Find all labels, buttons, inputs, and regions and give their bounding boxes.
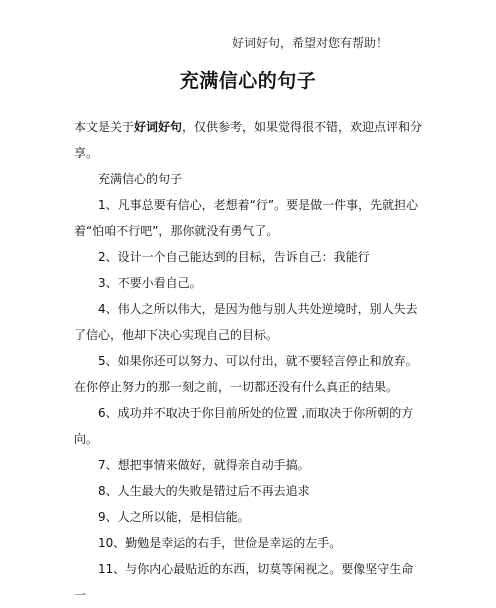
section-heading: 充满信心的句子 bbox=[98, 172, 183, 186]
list-item: 3、不要小看自己。 bbox=[98, 276, 202, 290]
list-item: 1、凡事总要有信心，老想着“行”。要是做一件事，先就担心着“怕咱不行吧”，那你就没有勇气了。 bbox=[74, 198, 419, 238]
page-title: 充满信心的句子 bbox=[179, 70, 317, 92]
document-body bbox=[74, 114, 424, 608]
list-item: 6、成功并不取决于你目前所处的位置 ,而取决于你所朝的方向。 bbox=[74, 406, 414, 446]
intro-prefix: 本文是关于 bbox=[74, 120, 135, 134]
list-item: 7、想把事情来做好，就得亲自动手搞。 bbox=[98, 458, 310, 472]
list-item: 11、与你内心最贴近的东西，切莫等闲视之。要像坚守生命一 bbox=[74, 562, 414, 602]
list-item: 4、伟人之所以伟大，是因为他与别人共处逆境时，别人失去了信心，他却下决心实现自己的目标。 bbox=[74, 302, 418, 342]
list-item: 10、勤勉是幸运的右手，世俭是幸运的左手。 bbox=[98, 536, 342, 550]
intro-paragraph bbox=[74, 114, 424, 166]
list-item: 5、如果你还可以努力、可以付出，就不要轻言停止和放弃。在你停止努力的那一刻之前，一切都还没有什么真正的结果。 bbox=[74, 354, 418, 394]
intro-suffix: ，仅供参考，如果觉得很不错，欢迎点评和分享。 bbox=[74, 120, 423, 160]
list-item: 9、人之所以能，是相信能。 bbox=[98, 510, 250, 524]
intro-keyword: 好词好句 bbox=[134, 120, 183, 134]
list-item: 2、设计一个自己能达到的目标，告诉自己：我能行 bbox=[98, 250, 370, 264]
list-item: 8、人生最大的失败是错过后不再去追求 bbox=[98, 484, 310, 498]
header-note: 好词好句，希望对您有帮助！ bbox=[231, 36, 388, 50]
